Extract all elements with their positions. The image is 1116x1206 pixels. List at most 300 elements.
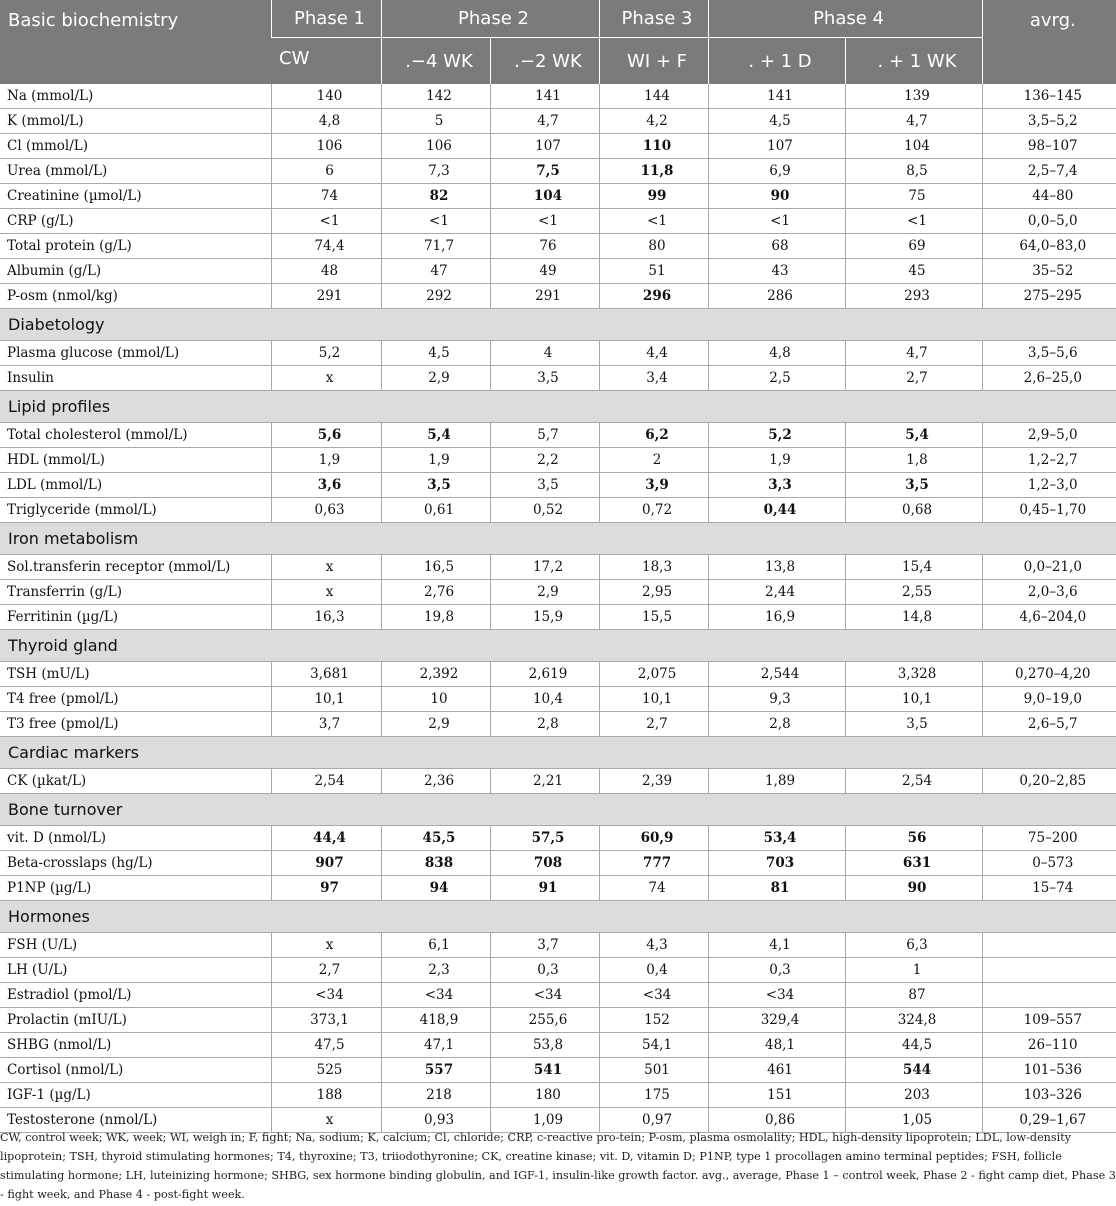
value-cell: 2,95 [599,580,708,605]
reference-range-cell: 2,0–3,6 [982,580,1116,605]
value-cell: <34 [490,983,599,1008]
value-cell: 0,52 [490,498,599,523]
value-cell: 16,9 [708,605,845,630]
value-cell: 418,9 [381,1008,490,1033]
value-cell: 10,4 [490,687,599,712]
table-row [0,134,1116,159]
value-cell: 3,681 [271,662,381,687]
row-label: P-osm (nmol/kg) [0,284,271,309]
row-label: Insulin [0,366,271,391]
value-cell: 151 [708,1083,845,1108]
value-cell: 0,63 [271,498,381,523]
reference-range-cell: 0–573 [982,851,1116,876]
value-cell: 2,8 [490,712,599,737]
table-row [0,284,1116,309]
row-label: Transferrin (g/L) [0,580,271,605]
value-cell: 4,4 [599,341,708,366]
reference-range-cell: 0,0–21,0 [982,555,1116,580]
section-title: Thyroid gland [0,630,1116,662]
value-cell: x [271,555,381,580]
value-cell: 2,2 [490,448,599,473]
value-cell: 4,8 [271,109,381,134]
row-label: CRP (g/L) [0,209,271,234]
value-cell: 43 [708,259,845,284]
value-cell: 2,9 [490,580,599,605]
value-cell: x [271,933,381,958]
value-cell: 1,8 [845,448,982,473]
reference-range-cell: 35–52 [982,259,1116,284]
value-cell: 3,6 [271,473,381,498]
value-cell: 5,4 [845,423,982,448]
value-cell: 501 [599,1058,708,1083]
value-cell: <1 [490,209,599,234]
value-cell: 2,21 [490,769,599,794]
table-row [0,933,1116,958]
value-cell: 4 [490,341,599,366]
value-cell: 2,7 [845,366,982,391]
row-label: Prolactin (mIU/L) [0,1008,271,1033]
reference-range-cell: 275–295 [982,284,1116,309]
value-cell: <34 [599,983,708,1008]
value-cell: 1,9 [381,448,490,473]
section-header [0,309,1116,341]
value-cell: 6,3 [845,933,982,958]
value-cell: 525 [271,1058,381,1083]
reference-range-cell: 9,0–19,0 [982,687,1116,712]
value-cell: 0,97 [599,1108,708,1133]
reference-range-cell: 0,270–4,20 [982,662,1116,687]
value-cell: 56 [845,826,982,851]
value-cell: 74 [271,184,381,209]
header-sub-plus1wk: . + 1 WK [845,38,982,85]
reference-range-cell: 109–557 [982,1008,1116,1033]
value-cell: 99 [599,184,708,209]
value-cell: 80 [599,234,708,259]
value-cell: 777 [599,851,708,876]
reference-range-cell: 2,9–5,0 [982,423,1116,448]
value-cell: 2,619 [490,662,599,687]
value-cell: 13,8 [708,555,845,580]
value-cell: 16,5 [381,555,490,580]
row-label: LH (U/L) [0,958,271,983]
value-cell: 631 [845,851,982,876]
table-row [0,662,1116,687]
value-cell: <1 [845,209,982,234]
value-cell: x [271,580,381,605]
section-header [0,737,1116,769]
value-cell: 48,1 [708,1033,845,1058]
value-cell: 329,4 [708,1008,845,1033]
row-label: Cl (mmol/L) [0,134,271,159]
value-cell: 1,89 [708,769,845,794]
reference-range-cell: 4,6–204,0 [982,605,1116,630]
row-label: TSH (mU/L) [0,662,271,687]
value-cell: 152 [599,1008,708,1033]
value-cell: 54,1 [599,1033,708,1058]
value-cell: 110 [599,134,708,159]
table-row [0,209,1116,234]
value-cell: 15,9 [490,605,599,630]
value-cell: 203 [845,1083,982,1108]
table-row [0,498,1116,523]
row-label: Total protein (g/L) [0,234,271,259]
reference-range-cell [982,958,1116,983]
value-cell: 106 [271,134,381,159]
value-cell: 144 [599,84,708,109]
value-cell: 53,4 [708,826,845,851]
value-cell: 3,5 [490,473,599,498]
value-cell: 2,54 [845,769,982,794]
value-cell: 218 [381,1083,490,1108]
value-cell: 53,8 [490,1033,599,1058]
table-row [0,851,1116,876]
value-cell: 838 [381,851,490,876]
value-cell: 16,3 [271,605,381,630]
row-label: FSH (U/L) [0,933,271,958]
row-label: K (mmol/L) [0,109,271,134]
reference-range-cell: 2,5–7,4 [982,159,1116,184]
value-cell: 0,72 [599,498,708,523]
value-cell: 90 [845,876,982,901]
value-cell: 5 [381,109,490,134]
value-cell: 3,5 [845,712,982,737]
reference-range-cell: 3,5–5,2 [982,109,1116,134]
section-header [0,901,1116,933]
value-cell: 74,4 [271,234,381,259]
value-cell: 0,68 [845,498,982,523]
value-cell: 2,9 [381,712,490,737]
value-cell: 97 [271,876,381,901]
row-label: Estradiol (pmol/L) [0,983,271,1008]
table-row [0,687,1116,712]
value-cell: 47 [381,259,490,284]
value-cell: <1 [708,209,845,234]
value-cell: 45 [845,259,982,284]
table-row [0,876,1116,901]
value-cell: 45,5 [381,826,490,851]
value-cell: 104 [490,184,599,209]
section-header [0,794,1116,826]
reference-range-cell [982,983,1116,1008]
row-label: SHBG (nmol/L) [0,1033,271,1058]
value-cell: 8,5 [845,159,982,184]
value-cell: 291 [271,284,381,309]
header-sub-wi-f: WI + F [599,38,708,85]
value-cell: 296 [599,284,708,309]
table-row [0,1008,1116,1033]
value-cell: 9,3 [708,687,845,712]
header-sub-minus4wk: .−4 WK [381,38,490,85]
reference-range-cell: 2,6–25,0 [982,366,1116,391]
row-label: vit. D (nmol/L) [0,826,271,851]
value-cell: 293 [845,284,982,309]
reference-range-cell: 15–74 [982,876,1116,901]
header-sub-cw: CW [271,38,381,85]
value-cell: 5,2 [271,341,381,366]
value-cell: <1 [271,209,381,234]
value-cell: 10,1 [845,687,982,712]
value-cell: 0,3 [708,958,845,983]
value-cell: 2,7 [599,712,708,737]
header-phase4: Phase 4 [708,0,982,38]
value-cell: 907 [271,851,381,876]
value-cell: 10,1 [599,687,708,712]
value-cell: 0,86 [708,1108,845,1133]
value-cell: 4,1 [708,933,845,958]
header-phase3: Phase 3 [599,0,708,38]
value-cell: 141 [490,84,599,109]
value-cell: 6 [271,159,381,184]
value-cell: 106 [381,134,490,159]
reference-range-cell: 44–80 [982,184,1116,209]
value-cell: 82 [381,184,490,209]
value-cell: 2,9 [381,366,490,391]
section-header [0,391,1116,423]
value-cell: 1 [845,958,982,983]
row-label: Sol.transferin receptor (mmol/L) [0,555,271,580]
value-cell: 3,4 [599,366,708,391]
row-label: Na (mmol/L) [0,84,271,109]
row-label: T3 free (pmol/L) [0,712,271,737]
reference-range-cell: 1,2–2,7 [982,448,1116,473]
value-cell: 461 [708,1058,845,1083]
value-cell: 541 [490,1058,599,1083]
value-cell: 74 [599,876,708,901]
value-cell: 557 [381,1058,490,1083]
value-cell: 15,4 [845,555,982,580]
value-cell: 75 [845,184,982,209]
table-row [0,769,1116,794]
section-title: Diabetology [0,309,1116,341]
value-cell: 2,544 [708,662,845,687]
reference-range-cell [982,933,1116,958]
value-cell: 87 [845,983,982,1008]
value-cell: <34 [708,983,845,1008]
value-cell: 2,36 [381,769,490,794]
value-cell: 49 [490,259,599,284]
reference-range-cell: 1,2–3,0 [982,473,1116,498]
value-cell: x [271,366,381,391]
value-cell: 3,328 [845,662,982,687]
row-label: T4 free (pmol/L) [0,687,271,712]
row-label: Ferritinin (µg/L) [0,605,271,630]
value-cell: 14,8 [845,605,982,630]
value-cell: 1,9 [271,448,381,473]
row-label: Urea (mmol/L) [0,159,271,184]
value-cell: 5,2 [708,423,845,448]
value-cell: 0,4 [599,958,708,983]
table-row [0,983,1116,1008]
value-cell: 141 [708,84,845,109]
value-cell: 81 [708,876,845,901]
value-cell: 286 [708,284,845,309]
reference-range-cell: 0,45–1,70 [982,498,1116,523]
row-label: Triglyceride (mmol/L) [0,498,271,523]
value-cell: <1 [599,209,708,234]
reference-range-cell: 101–536 [982,1058,1116,1083]
table-row [0,826,1116,851]
value-cell: 292 [381,284,490,309]
value-cell: 71,7 [381,234,490,259]
table-row [0,109,1116,134]
value-cell: 4,7 [490,109,599,134]
reference-range-cell: 0,20–2,85 [982,769,1116,794]
value-cell: 3,5 [845,473,982,498]
value-cell: 104 [845,134,982,159]
value-cell: 47,1 [381,1033,490,1058]
table-row [0,341,1116,366]
table-row [0,448,1116,473]
value-cell: 11,8 [599,159,708,184]
reference-range-cell: 26–110 [982,1033,1116,1058]
value-cell: <1 [381,209,490,234]
section-header [0,523,1116,555]
row-label: CK (µkat/L) [0,769,271,794]
value-cell: 2,3 [381,958,490,983]
reference-range-cell: 103–326 [982,1083,1116,1108]
reference-range-cell: 3,5–5,6 [982,341,1116,366]
value-cell: 69 [845,234,982,259]
value-cell: 76 [490,234,599,259]
reference-range-cell: 2,6–5,7 [982,712,1116,737]
value-cell: 3,5 [490,366,599,391]
section-title: Iron metabolism [0,523,1116,555]
value-cell: 0,61 [381,498,490,523]
value-cell: 47,5 [271,1033,381,1058]
value-cell: 544 [845,1058,982,1083]
header-phase2: Phase 2 [381,0,599,38]
value-cell: 94 [381,876,490,901]
row-label: Testosterone (nmol/L) [0,1108,271,1133]
value-cell: 140 [271,84,381,109]
table-body [0,84,1116,1133]
table-footnote: CW, control week; WK, week; WI, weigh in; F, fight; Na, sodium; K, calcium; Cl, chloride; CRP, c-reactive pro-tein; P-osm, plasma osmolality; HDL, high-density lipoprotein; LDL, low-density lipoprotein; TSH, thyroid stimulating hormones; T4, thyroxine; T3, triiodothyronine; CK, creatine kinase; vit. D, vitamin D; P1NP, type 1 procollagen amino terminal peptides; FSH, follicle stimulating hormone; LH, luteinizing hormone; SHBG, sex hormone binding globulin, and IGF-1, insulin-like growth factor. avg., average, Phase 1 – control week, Phase 2 - fight camp diet, Phase 3 - fight week, and Phase 4 - post-fight week. [0,1131,1116,1201]
row-label: Albumin (g/L) [0,259,271,284]
value-cell: 2,55 [845,580,982,605]
row-label: Cortisol (nmol/L) [0,1058,271,1083]
value-cell: 107 [708,134,845,159]
table-row [0,423,1116,448]
table-row [0,1058,1116,1083]
value-cell: 4,2 [599,109,708,134]
value-cell: <34 [271,983,381,1008]
value-cell: <34 [381,983,490,1008]
value-cell: 48 [271,259,381,284]
header-title: Basic biochemistry [0,0,271,84]
value-cell: 44,5 [845,1033,982,1058]
value-cell: 5,6 [271,423,381,448]
value-cell: 107 [490,134,599,159]
value-cell: 180 [490,1083,599,1108]
value-cell: 3,3 [708,473,845,498]
value-cell: 0,44 [708,498,845,523]
value-cell: 17,2 [490,555,599,580]
reference-range-cell: 64,0–83,0 [982,234,1116,259]
value-cell: 708 [490,851,599,876]
value-cell: 7,5 [490,159,599,184]
table-row [0,84,1116,109]
value-cell: 2,44 [708,580,845,605]
value-cell: 188 [271,1083,381,1108]
value-cell: 10,1 [271,687,381,712]
value-cell: 373,1 [271,1008,381,1033]
value-cell: 0,93 [381,1108,490,1133]
value-cell: 291 [490,284,599,309]
header-sub-minus2wk: .−2 WK [490,38,599,85]
value-cell: 2,54 [271,769,381,794]
value-cell: 51 [599,259,708,284]
value-cell: 7,3 [381,159,490,184]
value-cell: 10 [381,687,490,712]
value-cell: 2,39 [599,769,708,794]
value-cell: 2,5 [708,366,845,391]
value-cell: 3,9 [599,473,708,498]
value-cell: 4,5 [708,109,845,134]
table-row [0,555,1116,580]
value-cell: 18,3 [599,555,708,580]
row-label: LDL (mmol/L) [0,473,271,498]
value-cell: 4,8 [708,341,845,366]
row-label: Beta-crosslaps (hg/L) [0,851,271,876]
value-cell: 0,3 [490,958,599,983]
value-cell: 139 [845,84,982,109]
table-row [0,234,1116,259]
value-cell: 15,5 [599,605,708,630]
value-cell: 3,7 [271,712,381,737]
value-cell: 90 [708,184,845,209]
section-title: Cardiac markers [0,737,1116,769]
value-cell: 2,392 [381,662,490,687]
table-row [0,580,1116,605]
value-cell: 4,3 [599,933,708,958]
table-header [0,0,1116,84]
row-label: Plasma glucose (mmol/L) [0,341,271,366]
value-cell: 4,5 [381,341,490,366]
table-row [0,1083,1116,1108]
value-cell: 324,8 [845,1008,982,1033]
section-title: Bone turnover [0,794,1116,826]
reference-range-cell: 0,0–5,0 [982,209,1116,234]
value-cell: 175 [599,1083,708,1108]
row-label: HDL (mmol/L) [0,448,271,473]
value-cell: x [271,1108,381,1133]
section-title: Hormones [0,901,1116,933]
table-row [0,184,1116,209]
table-row [0,473,1116,498]
table-row [0,958,1116,983]
section-header [0,630,1116,662]
reference-range-cell: 75–200 [982,826,1116,851]
row-label: Creatinine (µmol/L) [0,184,271,209]
value-cell: 2,8 [708,712,845,737]
table-row [0,366,1116,391]
value-cell: 68 [708,234,845,259]
value-cell: 19,8 [381,605,490,630]
value-cell: 142 [381,84,490,109]
value-cell: 44,4 [271,826,381,851]
table-row [0,605,1116,630]
value-cell: 91 [490,876,599,901]
section-title: Lipid profiles [0,391,1116,423]
value-cell: 3,5 [381,473,490,498]
header-average: avrg. [982,0,1116,84]
value-cell: 3,7 [490,933,599,958]
row-label: Total cholesterol (mmol/L) [0,423,271,448]
value-cell: 703 [708,851,845,876]
value-cell: 6,2 [599,423,708,448]
table-row [0,712,1116,737]
reference-range-cell: 98–107 [982,134,1116,159]
